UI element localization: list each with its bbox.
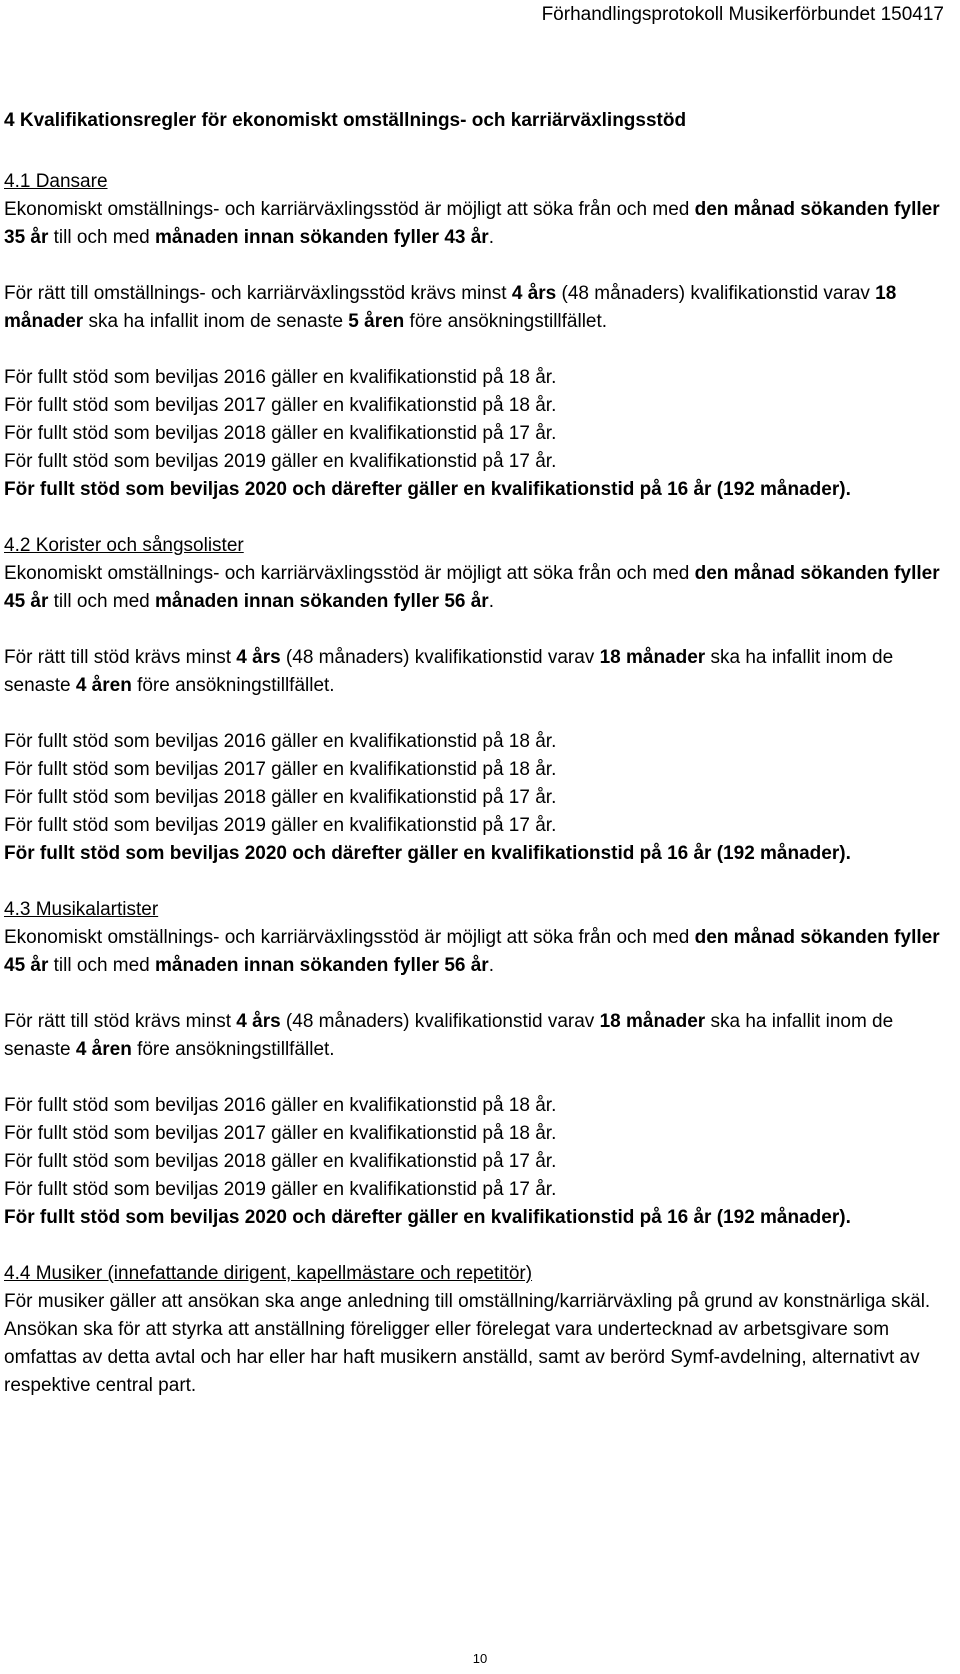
- qualification-line: För fullt stöd som beviljas 2018 gäller en kvalifikationstid på 17 år.: [4, 1151, 557, 1172]
- eligibility-paragraph: Ekonomiskt omställnings- och karriärväxlingsstöd är möjligt att söka från och med den månad sökanden fyller 45 år till och med månaden innan sökanden fyller 56 år.: [4, 563, 940, 612]
- musiker-paragraph: För musiker gäller att ansökan ska ange anledning till omställning/karriärväxling på grund av konstnärliga skäl. Ansökan ska för att styrka att anställning föreligger eller förelegat vara undertecknad av arbetsgivare som omfattas av detta avtal och har eller har haft musikern anställd, samt av berörd Symf-avdelning, alternativt av respektive central part.: [4, 1291, 931, 1396]
- qualification-line: För fullt stöd som beviljas 2017 gäller en kvalifikationstid på 18 år.: [4, 395, 557, 416]
- qualification-final: För fullt stöd som beviljas 2020 och därefter gäller en kvalifikationstid på 16 år (192 månader).: [4, 843, 851, 864]
- qualification-line: För fullt stöd som beviljas 2018 gäller en kvalifikationstid på 17 år.: [4, 787, 557, 808]
- qualification-line: För fullt stöd som beviljas 2017 gäller en kvalifikationstid på 18 år.: [4, 759, 557, 780]
- qualification-line: För fullt stöd som beviljas 2019 gäller en kvalifikationstid på 17 år.: [4, 1179, 557, 1200]
- qualification-line: För fullt stöd som beviljas 2016 gäller en kvalifikationstid på 18 år.: [4, 731, 557, 752]
- qualification-line: För fullt stöd som beviljas 2016 gäller en kvalifikationstid på 18 år.: [4, 1095, 557, 1116]
- page-number: 10: [472, 1651, 488, 1666]
- section-title: 4 Kvalifikationsregler för ekonomiskt omställnings- och karriärväxlingsstöd: [4, 110, 687, 131]
- subsection-korister: [4, 532, 949, 868]
- qualification-paragraph: För rätt till stöd krävs minst 4 års (48 månaders) kvalifikationstid varav 18 månader ska ha infallit inom de senaste 4 åren före ansökningstillfället.: [4, 647, 894, 696]
- qualification-line: För fullt stöd som beviljas 2016 gäller en kvalifikationstid på 18 år.: [4, 367, 557, 388]
- qualification-line: För fullt stöd som beviljas 2019 gäller en kvalifikationstid på 17 år.: [4, 451, 557, 472]
- subsection-musikalartister: [4, 896, 949, 1232]
- eligibility-paragraph: Ekonomiskt omställnings- och karriärväxlingsstöd är möjligt att söka från och med den månad sökanden fyller 35 år till och med månaden innan sökanden fyller 43 år.: [4, 199, 940, 248]
- qualification-line: För fullt stöd som beviljas 2018 gäller en kvalifikationstid på 17 år.: [4, 423, 557, 444]
- qualification-line: För fullt stöd som beviljas 2017 gäller en kvalifikationstid på 18 år.: [4, 1123, 557, 1144]
- qualification-final: För fullt stöd som beviljas 2020 och därefter gäller en kvalifikationstid på 16 år (192 månader).: [4, 479, 851, 500]
- qualification-paragraph: För rätt till stöd krävs minst 4 års (48 månaders) kvalifikationstid varav 18 månader ska ha infallit inom de senaste 4 åren före ansökningstillfället.: [4, 1011, 894, 1060]
- subsection-heading: 4.1 Dansare: [4, 171, 108, 192]
- subsection-musiker: [4, 1260, 949, 1400]
- subsection-heading: 4.3 Musikalartister: [4, 899, 159, 920]
- subsection-heading: 4.2 Korister och sångsolister: [4, 535, 244, 556]
- subsection-heading: 4.4 Musiker (innefattande dirigent, kapellmästare och repetitör): [4, 1263, 533, 1284]
- document-header: Förhandlingsprotokoll Musikerförbundet 150417: [541, 4, 944, 25]
- qualification-paragraph: För rätt till omställnings- och karriärväxlingsstöd krävs minst 4 års (48 månaders) kvalifikationstid varav 18 månader ska ha infallit inom de senaste 5 åren före ansökningstillfället.: [4, 283, 897, 332]
- document-body: [4, 168, 949, 1400]
- eligibility-paragraph: Ekonomiskt omställnings- och karriärväxlingsstöd är möjligt att söka från och med den månad sökanden fyller 45 år till och med månaden innan sökanden fyller 56 år.: [4, 927, 940, 976]
- qualification-line: För fullt stöd som beviljas 2019 gäller en kvalifikationstid på 17 år.: [4, 815, 557, 836]
- subsection-dansare: [4, 168, 949, 504]
- qualification-final: För fullt stöd som beviljas 2020 och därefter gäller en kvalifikationstid på 16 år (192 månader).: [4, 1207, 851, 1228]
